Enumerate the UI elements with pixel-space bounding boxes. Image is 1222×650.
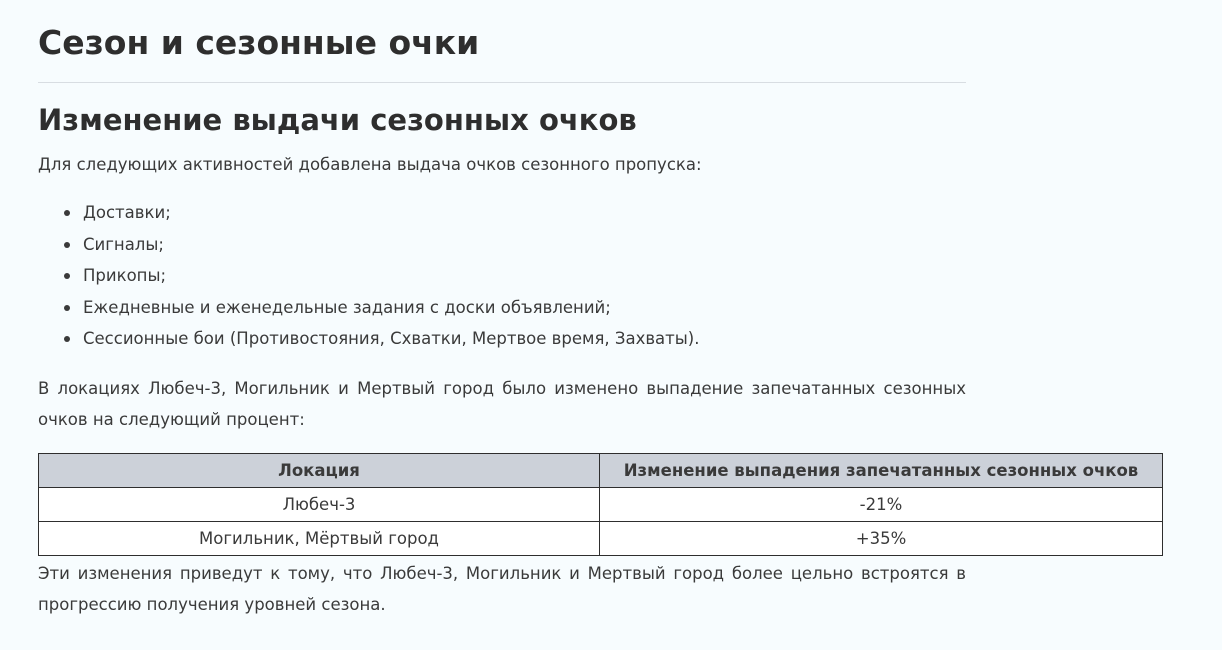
cell-drop-change: +35%	[600, 521, 1163, 555]
list-item: Сессионные бои (Противостояния, Схватки, Мертвое время, Захваты).	[83, 323, 1162, 355]
header-drop-change: Изменение выпадения запечатанных сезонных очков	[600, 453, 1163, 487]
drop-rate-table	[38, 453, 1163, 556]
cell-drop-change: -21%	[600, 487, 1163, 521]
list-item: Сигналы;	[83, 229, 1162, 261]
list-item: Доставки;	[83, 197, 1162, 229]
list-item: Ежедневные и еженедельные задания с доски объявлений;	[83, 292, 1162, 324]
intro-paragraph: Для следующих активностей добавлена выдача очков сезонного пропуска:	[38, 155, 702, 174]
list-item: Прикопы;	[83, 260, 1162, 292]
header-location: Локация	[39, 453, 600, 487]
section-heading: Изменение выдачи сезонных очков	[38, 103, 637, 137]
title-divider	[38, 82, 966, 83]
activities-list	[38, 197, 1162, 355]
page-title: Сезон и сезонные очки	[38, 23, 480, 62]
table-header-row	[39, 453, 1163, 487]
locations-paragraph: В локациях Любеч-3, Могильник и Мертвый город было изменено выпадение запечатанных сезонных очков на следующий процент:	[38, 378, 966, 429]
article	[38, 0, 1162, 620]
cell-location: Любеч-3	[39, 487, 600, 521]
outcome-paragraph: Эти изменения приведут к тому, что Любеч-3, Могильник и Мертвый город более цельно встроятся в прогрессию получения уровней сезона.	[38, 563, 966, 614]
table-row	[39, 487, 1163, 521]
table-row	[39, 521, 1163, 555]
cell-location: Могильник, Мёртвый город	[39, 521, 600, 555]
